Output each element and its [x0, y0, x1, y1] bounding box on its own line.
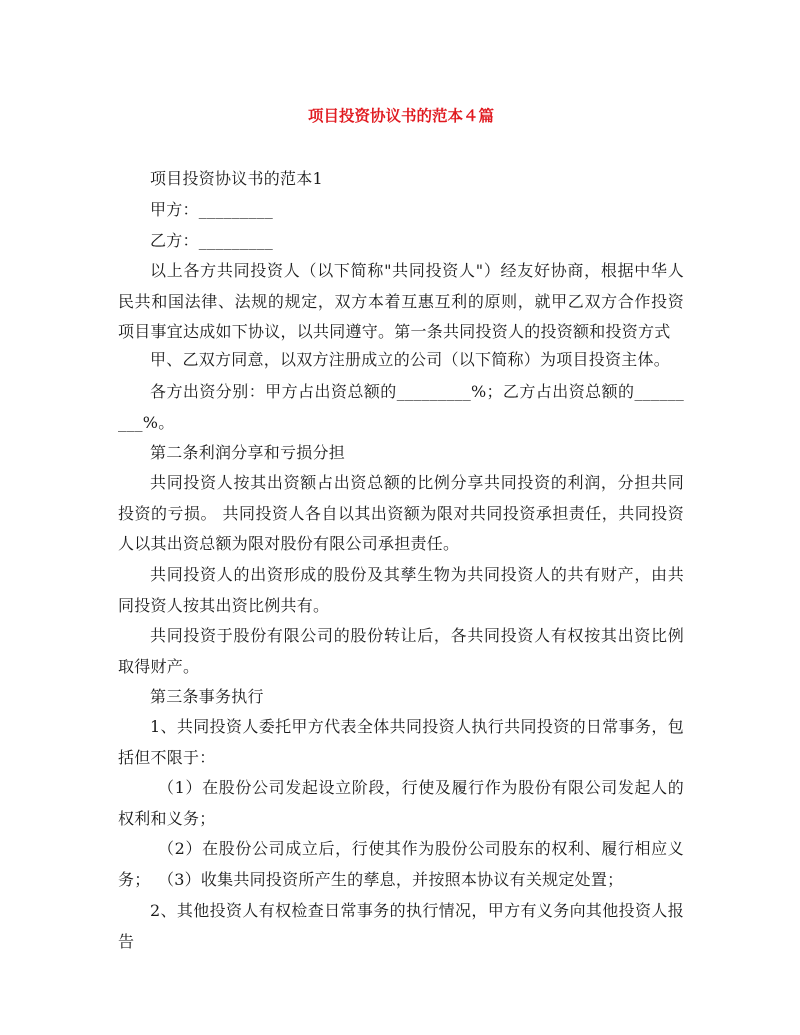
share-transfer-paragraph: 共同投资于股份有限公司的股份转让后，各共同投资人有权按其出资比例取得财产。 [118, 626, 684, 676]
article-2-heading: 第二条利润分享和亏损分担 [150, 443, 346, 462]
clause-2-paragraph: 2、其他投资人有权检查日常事务的执行情况，甲方有义务向其他投资人报告 [118, 901, 684, 951]
party-b-line: 乙方：_________ [150, 231, 274, 250]
article-3-heading: 第三条事务执行 [150, 687, 264, 706]
clause-1-paragraph: 1、共同投资人委托甲方代表全体共同投资人执行共同投资的日常事务，包括但不限于： [118, 717, 684, 767]
party-a-line: 甲方：_________ [150, 200, 274, 219]
clause-1-item-1: （1）在股份公司发起设立阶段，行使及履行作为股份有限公司发起人的权利和义务； [118, 778, 684, 828]
document-title: 项目投资协议书的范本４篇 [307, 106, 494, 125]
contribution-ratio-paragraph: 各方出资分别：甲方占出资总额的_________%；乙方占出资总额的_________%。 [118, 382, 684, 432]
profit-sharing-paragraph: 共同投资人按其出资额占出资总额的比例分享共同投资的利润，分担共同投资的亏损。 共同投资人各自以其出资额为限对共同投资承担责任，共同投资人以其出资总额为限对股份有限公司承担责任。 [118, 473, 684, 553]
investment-entity-paragraph: 甲、乙双方同意，以双方注册成立的公司（以下简称）为项目投资主体。 [150, 350, 671, 369]
joint-property-paragraph: 共同投资人的出资形成的股份及其孳生物为共同投资人的共有财产，由共同投资人按其出资比例共有。 [118, 565, 684, 615]
clause-1-item-3: （3）收集共同投资所产生的孳息，并按照本协议有关规定处置； [158, 870, 624, 889]
clause-1-item-2: （2）在股份公司成立后，行使其作为股份公司股东的权利、履行相应义务； [118, 839, 684, 889]
section-heading-sample-1: 项目投资协议书的范本1 [150, 169, 323, 188]
preamble-paragraph: 以上各方共同投资人（以下简称"共同投资人"）经友好协商，根据中华人民共和国法律、法规的规定，双方本着互惠互利的原则，就甲乙双方合作投资项目事宜达成如下协议，以共同遵守。第一条共同投资人的投资额和投资方式 [118, 261, 684, 341]
